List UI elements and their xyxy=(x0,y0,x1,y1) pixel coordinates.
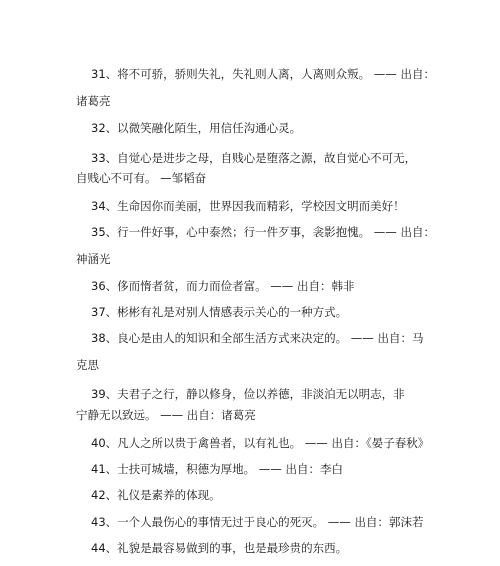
quote-44-line-1: 44、礼貌是最容易做到的事，也是最珍贵的东西。 xyxy=(91,541,348,555)
quote-39-line-2: 宁静无以致远。 —— 出自：诸葛亮 xyxy=(76,408,256,422)
quote-38-line-2: 克思 xyxy=(76,358,99,372)
quote-33-line-2: 自贱心不可有。 —邹韬奋 xyxy=(76,171,207,185)
quote-37-line-1: 37、彬彬有礼是对别人情感表示关心的一种方式。 xyxy=(91,305,348,319)
quote-31-line-1: 31、将不可骄，骄则失礼，失礼则人离，人离则众叛。 —— 出自： xyxy=(91,67,435,81)
quote-41-line-1: 41、士扶可城墙，积德为厚地。 —— 出自：李白 xyxy=(91,462,343,476)
quote-39-line-1: 39、夫君子之行，静以修身，俭以养德，非淡泊无以明志，非 xyxy=(91,387,405,401)
quote-43-line-1: 43、一个人最伤心的事情无过于良心的死灭。 —— 出自：郭沫若 xyxy=(91,515,424,529)
quote-42-line-1: 42、礼仪是素养的体现。 xyxy=(91,488,221,502)
quote-33-line-1: 33、自觉心是进步之母，自贱心是堕落之源，故自觉心不可无， xyxy=(91,151,417,165)
quote-35-line-2: 神涵光 xyxy=(76,252,111,266)
quote-34-line-1: 34、生命因你而美丽，世界因我而精彩，学校因文明而美好！ xyxy=(91,199,405,213)
quote-38-line-1: 38、良心是由人的知识和全部生活方式来决定的。 —— 出自：马 xyxy=(91,331,424,345)
quote-35-line-1: 35、行一件好事，心中泰然；行一件歹事，衾影抱愧。 —— 出自： xyxy=(91,225,435,239)
quote-40-line-1: 40、凡人之所以贵于禽兽者，以有礼也。 —— 出自：《晏子春秋》 xyxy=(91,436,430,450)
quote-32-line-1: 32、以微笑融化陌生，用信任沟通心灵。 xyxy=(91,121,302,135)
quote-36-line-1: 36、侈而惰者贫，而力而俭者富。 —— 出自：韩非 xyxy=(91,279,355,293)
quote-31-line-2: 诸葛亮 xyxy=(76,94,111,108)
